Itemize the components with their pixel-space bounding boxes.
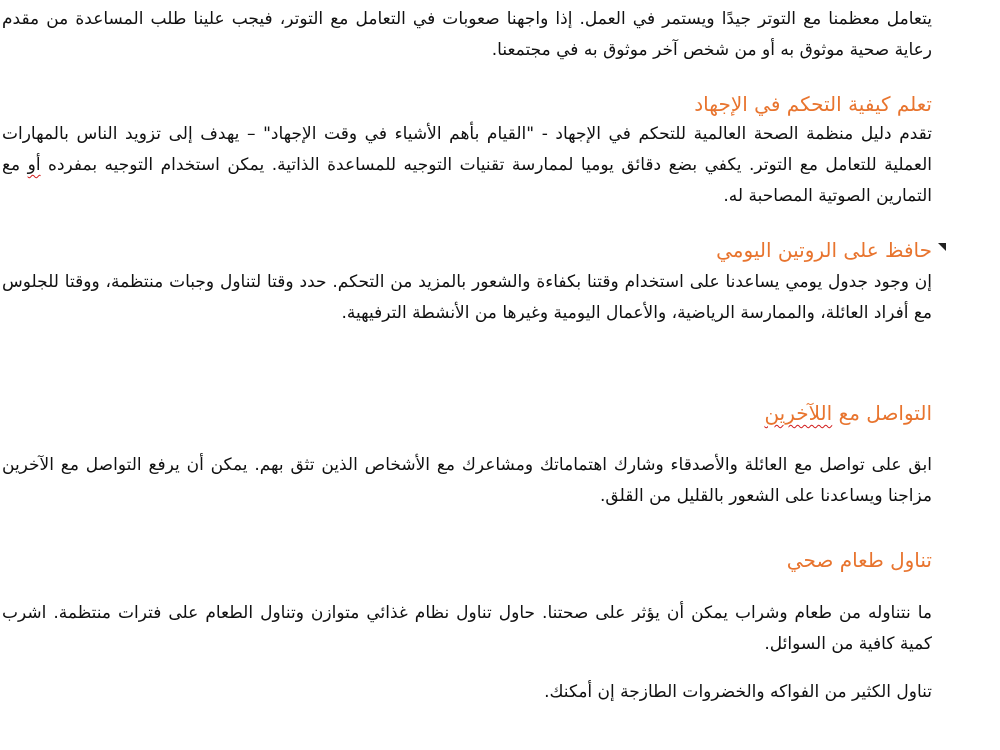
section-heading-stress-management <box>2 89 932 119</box>
intro-paragraph: يتعامل معظمنا مع التوتر جيدًا ويستمر في العمل. إذا واجهنا صعوبات في التعامل مع التوتر، فيجب علينا طلب المساعدة من مقدم رعاية صحية موثوق به أو من شخص آخر موثوق به في مجتمعنا. <box>2 9 932 60</box>
section-paragraph-stress-management <box>2 119 932 212</box>
paragraph-text-end: مع التمارين الصوتية المصاحبة له. <box>2 155 932 206</box>
heading-text-start: التواصل مع <box>832 401 932 425</box>
heading-text: حافظ على الروتين اليومي <box>716 238 932 262</box>
paragraph-text-start: تقدم دليل منظمة الصحة العالمية للتحكم في الإجهاد - "القيام بأهم الأشياء في وقت الإجهاد" – يهدف إلى تزويد الناس بالمهارات العملية للتعامل مع التوتر. يكفي بضع دقائق يوميا لممارسة تقنيات التوجيه للمساعدة الذاتية. يمكن استخدام التوجيه بمفرده <box>2 124 932 175</box>
section-heading-daily-routine[interactable] <box>2 235 932 265</box>
heading-text: تعلم كيفية التحكم في الإجهاد <box>694 92 932 116</box>
section-paragraph-daily-routine: إن وجود جدول يومي يساعدنا على استخدام وقتنا بكفاءة والشعور بالمزيد من التحكم. حدد وقتا لتناول وجبات منتظمة، ووقتا للجلوس مع أفراد العائلة، والممارسة الرياضية، والأعمال اليومية وغيرها من الأنشطة الترفيهية. <box>2 272 932 323</box>
heading-text: تناول طعام صحي <box>786 548 932 572</box>
section-heading-connect-with-others <box>2 398 932 428</box>
section-paragraph-healthy-eating: ما نتناوله من طعام وشراب يمكن أن يؤثر على صحتنا. حاول تناول نظام غذائي متوازن وتناول الطعام على فترات منتظمة. اشرب كمية كافية من السوائل. <box>2 603 932 654</box>
section-heading-healthy-eating <box>2 545 932 575</box>
spellcheck-flagged-word[interactable]: أو <box>27 155 41 175</box>
section-paragraph-connect-with-others: ابق على تواصل مع العائلة والأصدقاء وشارك اهتماماتك ومشاعرك مع الأشخاص الذين تثق بهم. يمكن أن يرفع التواصل مع الآخرين مزاجنا ويساعدنا على الشعور بالقليل من القلق. <box>2 455 932 506</box>
collapse-triangle-icon[interactable] <box>938 243 946 251</box>
spellcheck-flagged-word[interactable]: اللآخرين <box>764 401 833 425</box>
section-extra-paragraph-healthy-eating: تناول الكثير من الفواكه والخضروات الطازجة إن أمكنك. <box>544 682 932 702</box>
